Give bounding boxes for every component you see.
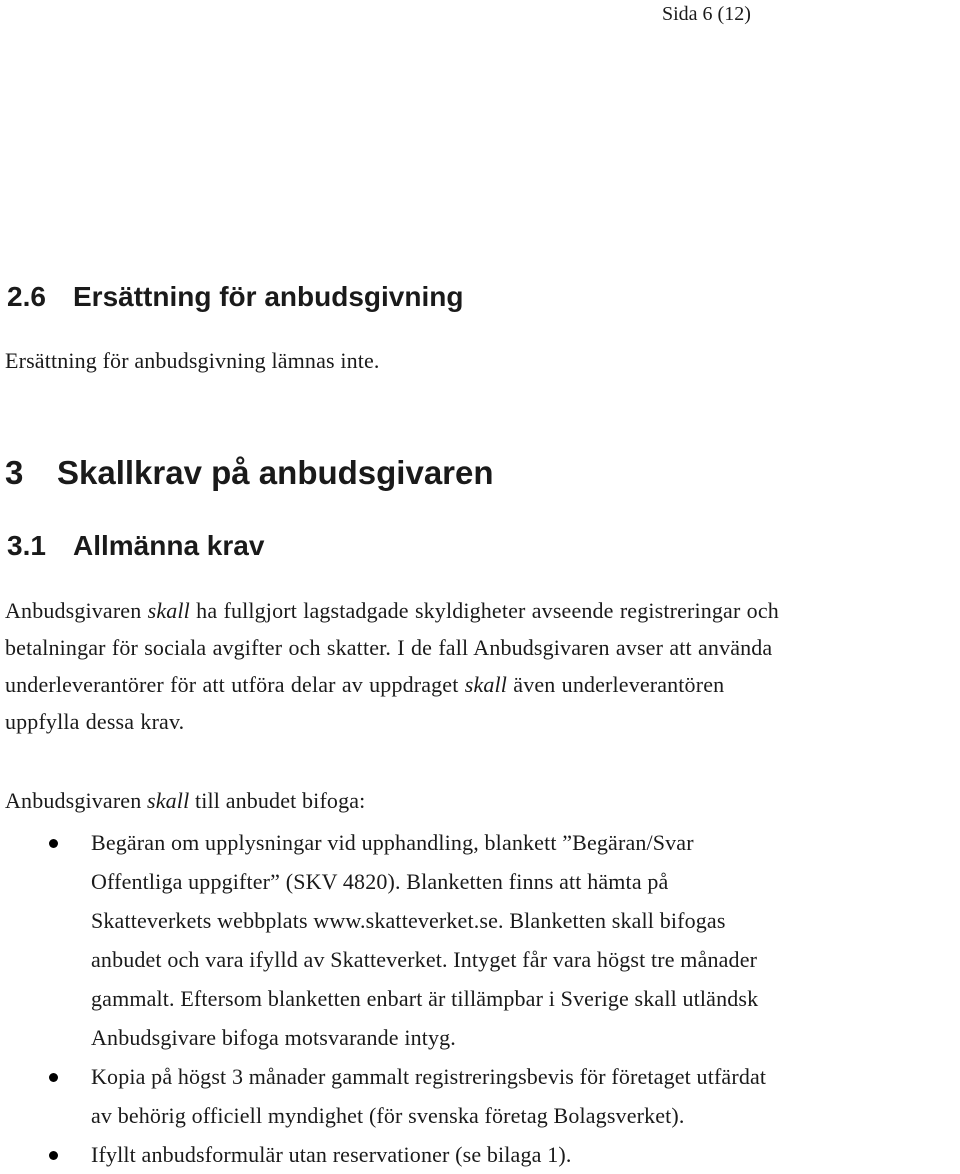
paragraph-compensation: Ersättning för anbudsgivning lämnas inte. <box>5 348 380 373</box>
heading-3-1 <box>7 529 264 563</box>
heading-number: 3.1 <box>7 530 46 561</box>
text-run: ha fullgjort lagstadgade skyldigheter avseende registreringar och <box>189 598 779 623</box>
page-number: Sida 6 (12) <box>662 3 751 25</box>
emphasis-text: skall <box>147 788 190 813</box>
text-run: även underleverantören <box>507 672 725 697</box>
text-line: Begäran om upplysningar vid upphandling, blankett ”Begäran/Svar <box>91 830 694 855</box>
text-line: Ifyllt anbudsformulär utan reservationer (se bilaga 1). <box>91 1142 572 1167</box>
text-line: Skatteverkets webbplats www.skatteverket.se. Blanketten skall bifogas <box>91 908 726 933</box>
list-item <box>0 1135 960 1174</box>
text-line: Anbudsgivare bifoga motsvarande intyg. <box>91 1025 456 1050</box>
heading-title: Allmänna krav <box>73 530 265 561</box>
text-run: underleverantörer för att utföra delar av uppdraget <box>5 672 465 697</box>
text-line <box>5 592 960 629</box>
text-line <box>5 666 960 703</box>
heading-number: 3 <box>5 454 24 491</box>
text-line: Offentliga uppgifter” (SKV 4820). Blanketten finns att hämta på <box>91 869 669 894</box>
emphasis-text: skall <box>464 672 508 697</box>
paragraph-general-requirements <box>5 592 960 740</box>
text-run: till anbudet bifoga: <box>189 788 366 813</box>
text-line: gammalt. Eftersom blanketten enbart är tillämpbar i Sverige skall utländsk <box>91 986 759 1011</box>
text-run: Anbudsgivaren <box>5 788 148 813</box>
bullet-icon <box>49 839 58 848</box>
text-line: uppfylla dessa krav. <box>5 709 185 734</box>
paragraph-attachments-intro <box>5 782 960 819</box>
bullet-icon <box>49 1151 58 1160</box>
list-item <box>0 1057 960 1135</box>
heading-number: 2.6 <box>7 281 46 312</box>
heading-title: Skallkrav på anbudsgivaren <box>57 454 494 491</box>
list-item <box>0 823 960 1057</box>
heading-title: Ersättning för anbudsgivning <box>73 281 464 312</box>
heading-2-6 <box>7 280 463 314</box>
emphasis-text: skall <box>147 598 190 623</box>
heading-3 <box>5 453 494 493</box>
text-line: anbudet och vara ifylld av Skatteverket. Intyget får vara högst tre månader <box>91 947 758 972</box>
text-line: Kopia på högst 3 månader gammalt registreringsbevis för företaget utfärdat <box>91 1064 767 1089</box>
bullet-icon <box>49 1073 58 1082</box>
text-line: betalningar för sociala avgifter och skatter. I de fall Anbudsgivaren avser att använda <box>5 635 773 660</box>
text-line: av behörig officiell myndighet (för svenska företag Bolagsverket). <box>91 1103 685 1128</box>
attachments-bullet-list <box>0 823 960 1174</box>
text-run: Anbudsgivaren <box>5 598 148 623</box>
